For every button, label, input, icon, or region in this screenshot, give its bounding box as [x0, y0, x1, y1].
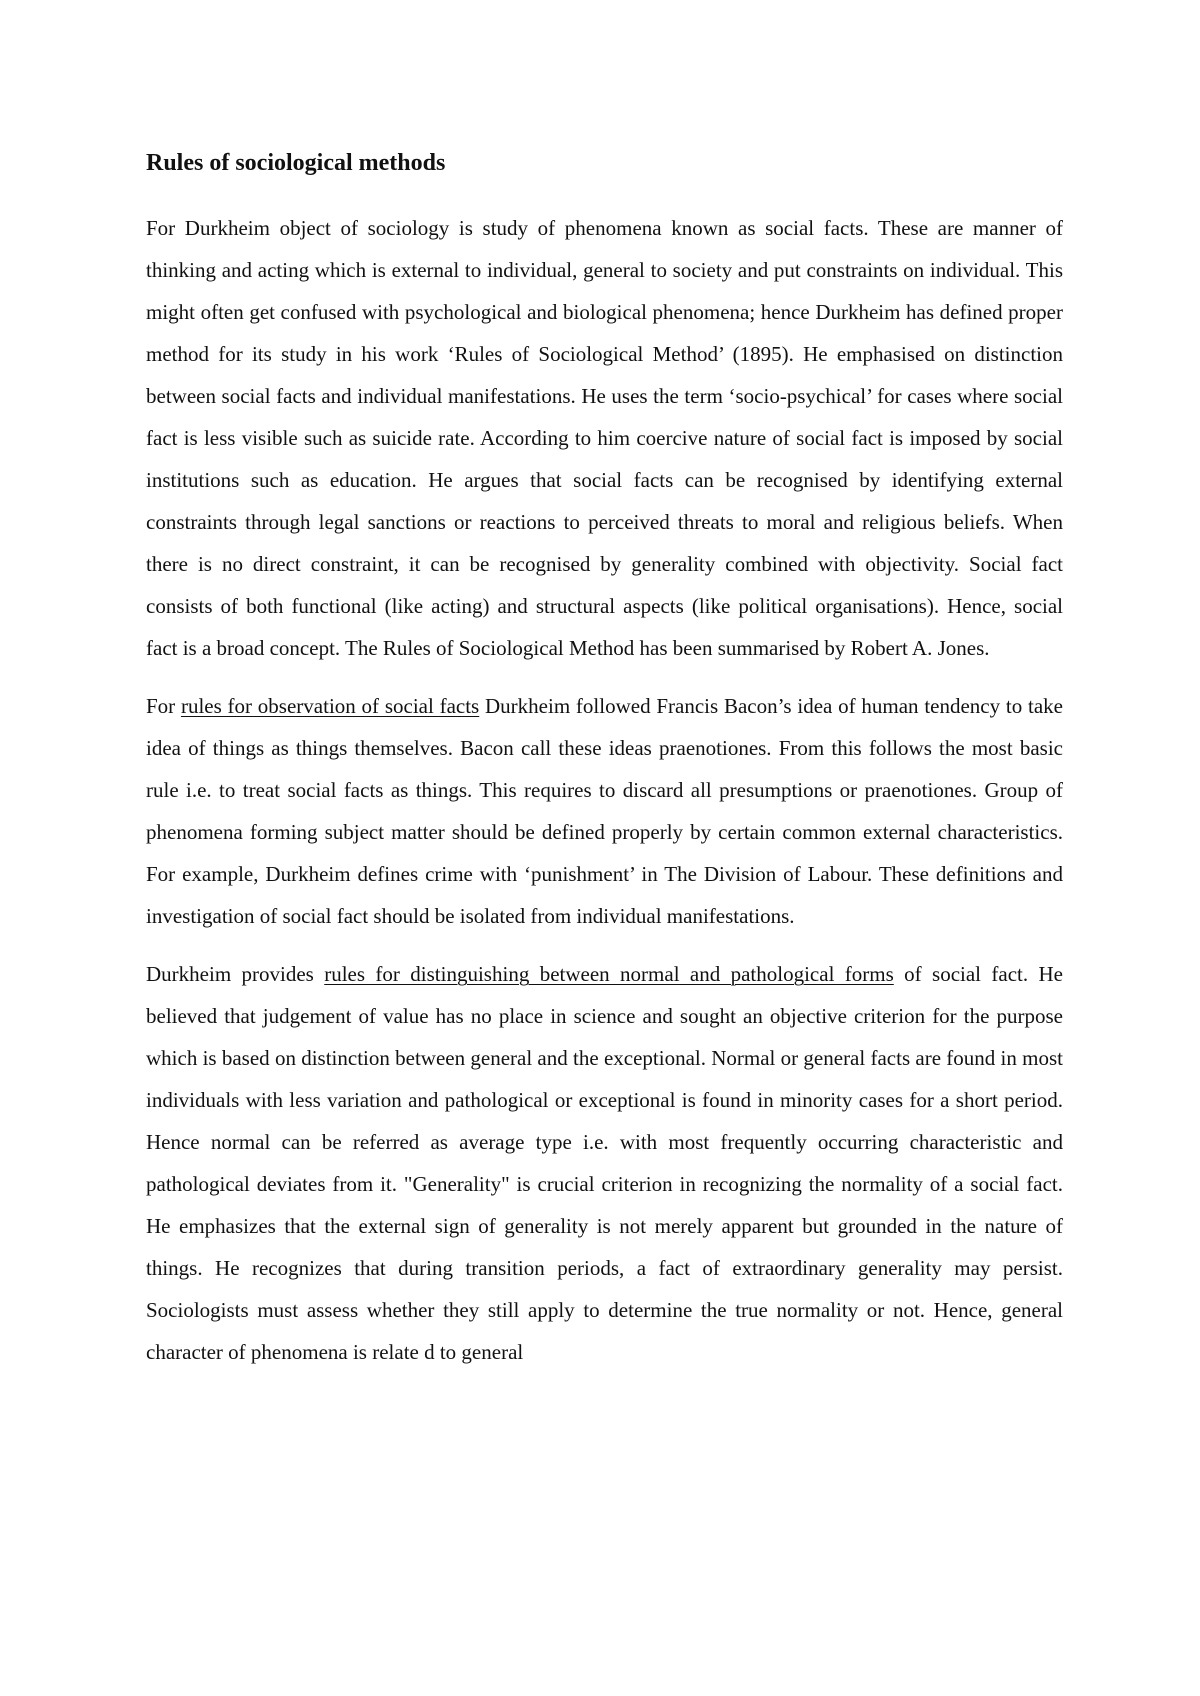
document-page — [146, 146, 1063, 1389]
underlined-phrase-observation-rules: rules for observation of social facts — [180, 694, 480, 718]
paragraph-social-facts: For Durkheim object of sociology is study of phenomena known as social facts. These are manner of thinking and acting which is external to individual, general to society and put constraints on individual. This might often get confused with psychological and biological phenomena; hence Durkheim has defined proper method for its study in his work ‘Rules of Sociological Method’ (1895). He emphasised on distinction between social facts and individual manifestations. He uses the term ‘socio-psychical’ for cases where social fact is less visible such as suicide rate. According to him coercive nature of social fact is imposed by social institutions such as education. He argues that social facts can be recognised by identifying external constraints through legal sanctions or reactions to perceived threats to moral and religious beliefs. When there is no direct constraint, it can be recognised by generality combined with objectivity. Social fact consists of both functional (like acting) and structural aspects (like political organisations). Hence, social fact is a broad concept. The Rules of Sociological Method has been summarised by Robert A. Jones. — [146, 216, 1063, 660]
paragraph-normal-pathological — [146, 953, 1063, 1373]
paragraph-observation-rules — [146, 685, 1063, 937]
paragraph-observation-rules-body: Durkheim followed Francis Bacon’s idea of human tendency to take idea of things as things themselves. Bacon call these ideas praenotiones. From this follows the most basic rule i.e. to treat social facts as things. This requires to discard all presumptions or praenotiones. Group of phenomena forming subject matter should be defined properly by certain common external characteristics. For example, Durkheim defines crime with ‘punishment’ in The Division of Labour. These definitions and investigation of social fact should be isolated from individual manifestations. — [146, 694, 1063, 928]
paragraph-normal-pathological-body: of social fact. He believed that judgement of value has no place in science and sought an objective criterion for the purpose which is based on distinction between general and the exceptional. Normal or general facts are found in most individuals with less variation and pathological or exceptional is found in minority cases for a short period. Hence normal can be referred as average type i.e. with most frequently occurring characteristic and pathological deviates from it. "Generality" is crucial criterion in recognizing the normality of a social fact. He emphasizes that the external sign of generality is not merely apparent but grounded in the nature of things. He recognizes that during transition periods, a fact of extraordinary generality may persist. Sociologists must assess whether they still apply to determine the true normality or not. Hence, general character of phenomena is relate d to general — [146, 962, 1063, 1364]
document-title: Rules of sociological methods — [146, 150, 446, 176]
paragraph-observation-rules-lead: For — [146, 694, 181, 718]
underlined-phrase-normal-pathological: rules for distinguishing between normal and pathological forms — [324, 962, 894, 986]
paragraph-normal-pathological-lead: Durkheim provides — [146, 962, 325, 986]
